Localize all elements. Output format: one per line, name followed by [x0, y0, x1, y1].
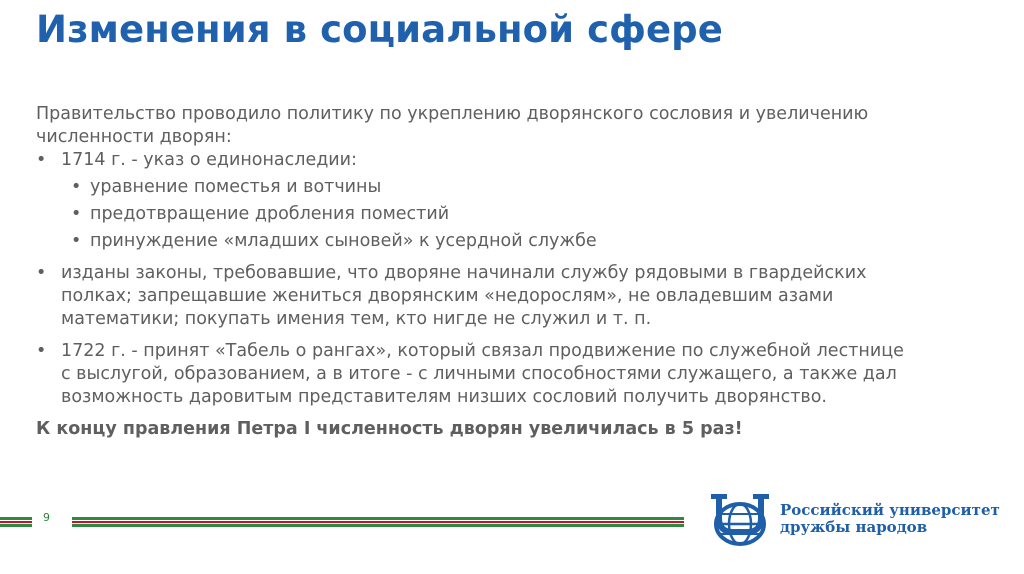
sub-bullet-item: • предотвращение дробления поместий	[61, 203, 996, 226]
footer-stripe-green	[0, 517, 32, 520]
university-name	[780, 502, 1000, 536]
bullet-line: изданы законы, требовавшие, что дворяне начинали службу рядовыми в гвардейских	[61, 263, 867, 283]
footer-stripe-red	[72, 521, 684, 523]
footer-stripe-green	[72, 517, 684, 520]
bullet-line: математики; покупать имения тем, кто нигде не служил и т. п.	[61, 309, 652, 329]
sub-bullet-item: • уравнение поместья и вотчины	[61, 176, 996, 199]
university-name-line: Российский университет	[780, 501, 1000, 519]
bullet-line: с выслугой, образованием, а в итоге - с личными способностями служащего, а также дал	[61, 364, 897, 384]
university-logo-icon	[707, 492, 775, 550]
bullet-line: возможность даровитым представителям низших сословий получить дворянство.	[61, 387, 827, 407]
sub-bullet-list	[61, 176, 996, 253]
bullet-list	[36, 149, 996, 409]
bullet-item-table-of-ranks	[36, 340, 996, 409]
slide-title: Изменения в социальной сфере	[36, 8, 723, 51]
sub-bullet-item: • принуждение «младших сыновей» к усердной службе	[61, 230, 996, 253]
intro-paragraph	[36, 103, 996, 149]
footer-stripe-green	[72, 524, 684, 527]
university-name-line: дружбы народов	[780, 518, 928, 536]
conclusion-text: К концу правления Петра I численность дворян увеличилась в 5 раз!	[36, 419, 743, 439]
intro-line: численности дворян:	[36, 127, 232, 147]
slide-body	[36, 103, 996, 441]
bullet-item-edict-1714	[36, 149, 996, 253]
bullet-text: 1714 г. - указ о единонаследии:	[61, 150, 357, 170]
intro-line: Правительство проводило политику по укреплению дворянского сословия и увеличению	[36, 104, 869, 124]
footer-stripe-red	[0, 521, 32, 523]
page-number: 9	[43, 511, 50, 524]
bullet-item-laws	[36, 262, 996, 331]
footer-stripe-green	[0, 524, 32, 527]
bullet-line: 1722 г. - принят «Табель о рангах», который связал продвижение по служебной лестнице	[61, 341, 904, 361]
bullet-line: полках; запрещавшие жениться дворянским «недорослям», не овладевшим азами	[61, 286, 834, 306]
